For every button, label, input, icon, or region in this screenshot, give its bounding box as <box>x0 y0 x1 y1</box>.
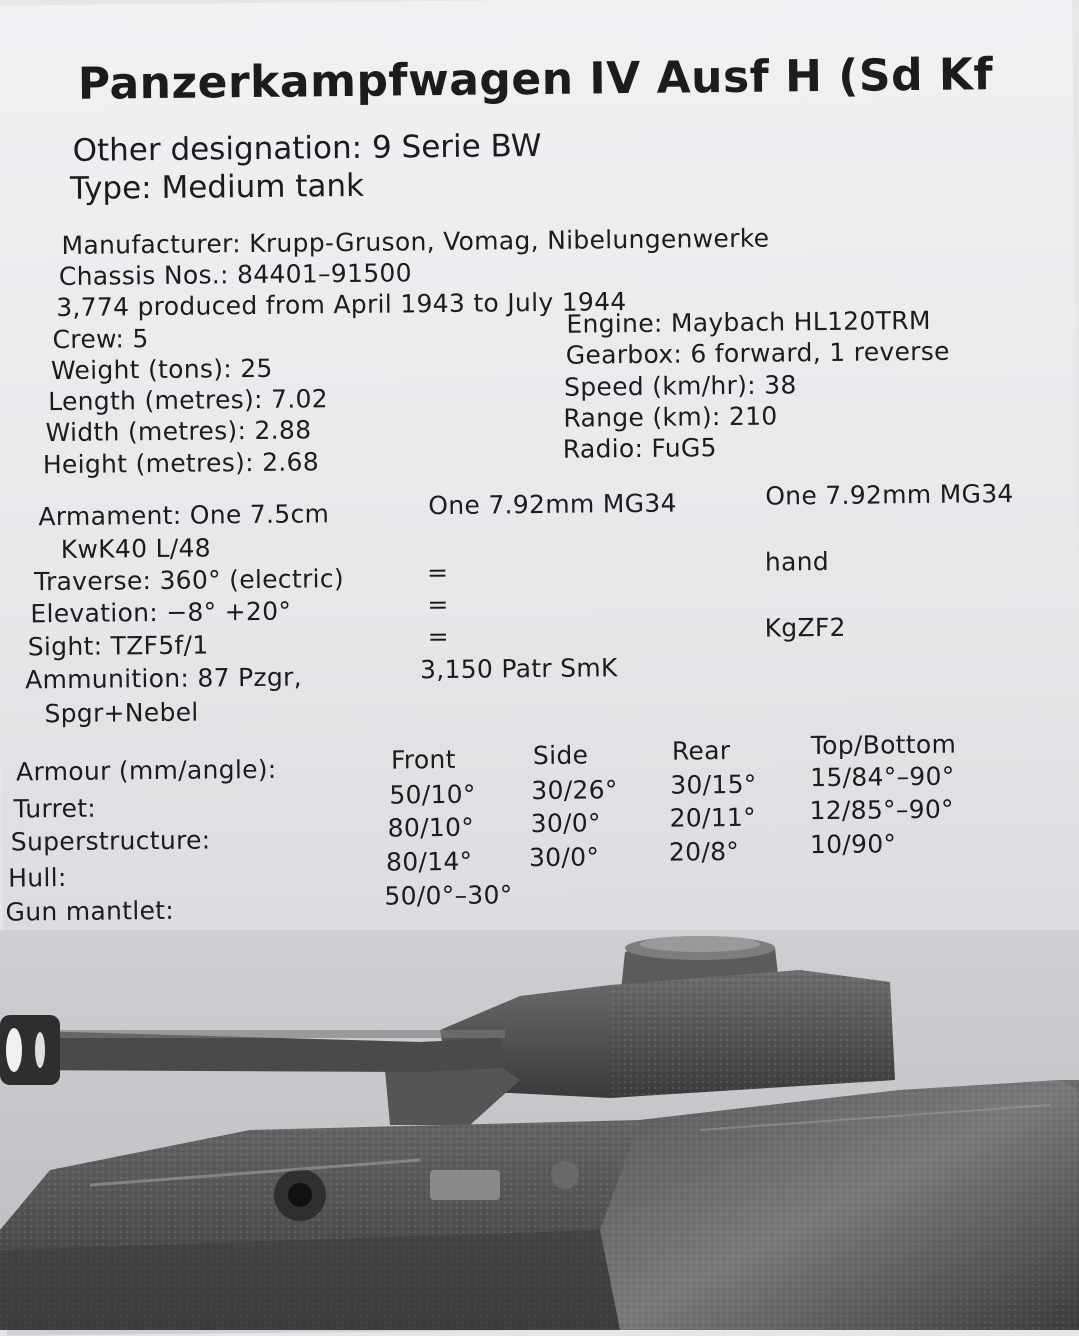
spec-gearbox: Gearbox: 6 forward, 1 reverse <box>565 336 950 370</box>
tank-photograph <box>0 930 1079 1330</box>
armour-cell: 15/84°–90° <box>810 761 955 793</box>
armour-row-label: Hull: <box>8 862 67 893</box>
spec-crew: Crew: 5 <box>52 324 149 355</box>
armour-cell: 30/0° <box>528 842 600 873</box>
armament-ammunition: Ammunition: 87 Pzgr, <box>24 662 303 695</box>
armament-mg2-traverse: hand <box>764 546 830 577</box>
armour-cell: 80/10° <box>387 812 475 843</box>
armour-cell: 20/8° <box>668 836 740 867</box>
armament-sight: Sight: TZF5f/1 <box>27 630 209 662</box>
armour-col-top-bottom: Top/Bottom <box>810 729 957 761</box>
armour-header-label: Armour (mm/angle): <box>15 754 277 787</box>
armour-cell: 20/11° <box>669 802 757 833</box>
armament-main-gun: KwK40 L/48 <box>60 533 212 565</box>
armour-row-label: Superstructure: <box>10 825 211 857</box>
armament-mg1-sight-same: = <box>427 621 450 652</box>
armour-row-label: Turret: <box>13 793 97 824</box>
armour-cell: 50/10° <box>389 779 476 810</box>
armament-mg2-sight: KgZF2 <box>764 612 846 643</box>
production-count: 3,774 produced from April 1943 to July 1944 <box>56 287 627 323</box>
other-designation: Other designation: 9 Serie BW <box>72 127 542 169</box>
armour-col-front: Front <box>390 744 456 775</box>
spec-weight: Weight (tons): 25 <box>50 353 273 386</box>
armour-cell: 30/0° <box>530 808 601 839</box>
manufacturer: Manufacturer: Krupp-Gruson, Vomag, Nibelungenwerke <box>61 223 770 260</box>
armament-mg1-traverse-same: = <box>426 557 449 588</box>
armament-mg1-ammunition: 3,150 Patr SmK <box>419 653 618 685</box>
armour-cell: 50/0°–30° <box>384 880 513 911</box>
spec-height: Height (metres): 2.68 <box>42 447 320 480</box>
spec-length: Length (metres): 7.02 <box>48 384 329 417</box>
spec-range: Range (km): 210 <box>563 401 778 433</box>
armament-mg1-header: One 7.92mm MG34 <box>428 488 677 521</box>
armament-mg1-elevation-same: = <box>427 589 449 620</box>
spec-speed: Speed (km/hr): 38 <box>563 370 797 402</box>
chassis-numbers: Chassis Nos.: 84401–91500 <box>58 258 413 292</box>
armour-cell: 12/85°–90° <box>809 794 955 826</box>
spec-radio: Radio: FuG5 <box>562 433 717 464</box>
armament-elevation: Elevation: −8° +20° <box>30 596 292 629</box>
armour-row-label: Gun mantlet: <box>5 895 175 927</box>
armour-cell: 30/15° <box>670 769 757 800</box>
armour-cell: 30/26° <box>531 775 618 806</box>
spec-engine: Engine: Maybach HL120TRM <box>566 305 931 339</box>
armament-traverse: Traverse: 360° (electric) <box>33 564 345 597</box>
armour-col-rear: Rear <box>671 736 731 766</box>
vehicle-type: Type: Medium tank <box>69 167 365 207</box>
armour-cell: 80/14° <box>385 846 473 877</box>
armament-main: Armament: One 7.5cm <box>38 499 330 532</box>
page-title: Panzerkampfwagen IV Ausf H (Sd Kf <box>77 49 994 110</box>
armament-mg2-header: One 7.92mm MG34 <box>765 479 1014 511</box>
armour-col-side: Side <box>532 740 589 771</box>
armour-cell: 10/90° <box>809 829 897 860</box>
armament-ammunition-types: Spgr+Nebel <box>44 697 199 729</box>
spec-width: Width (metres): 2.88 <box>45 415 312 448</box>
